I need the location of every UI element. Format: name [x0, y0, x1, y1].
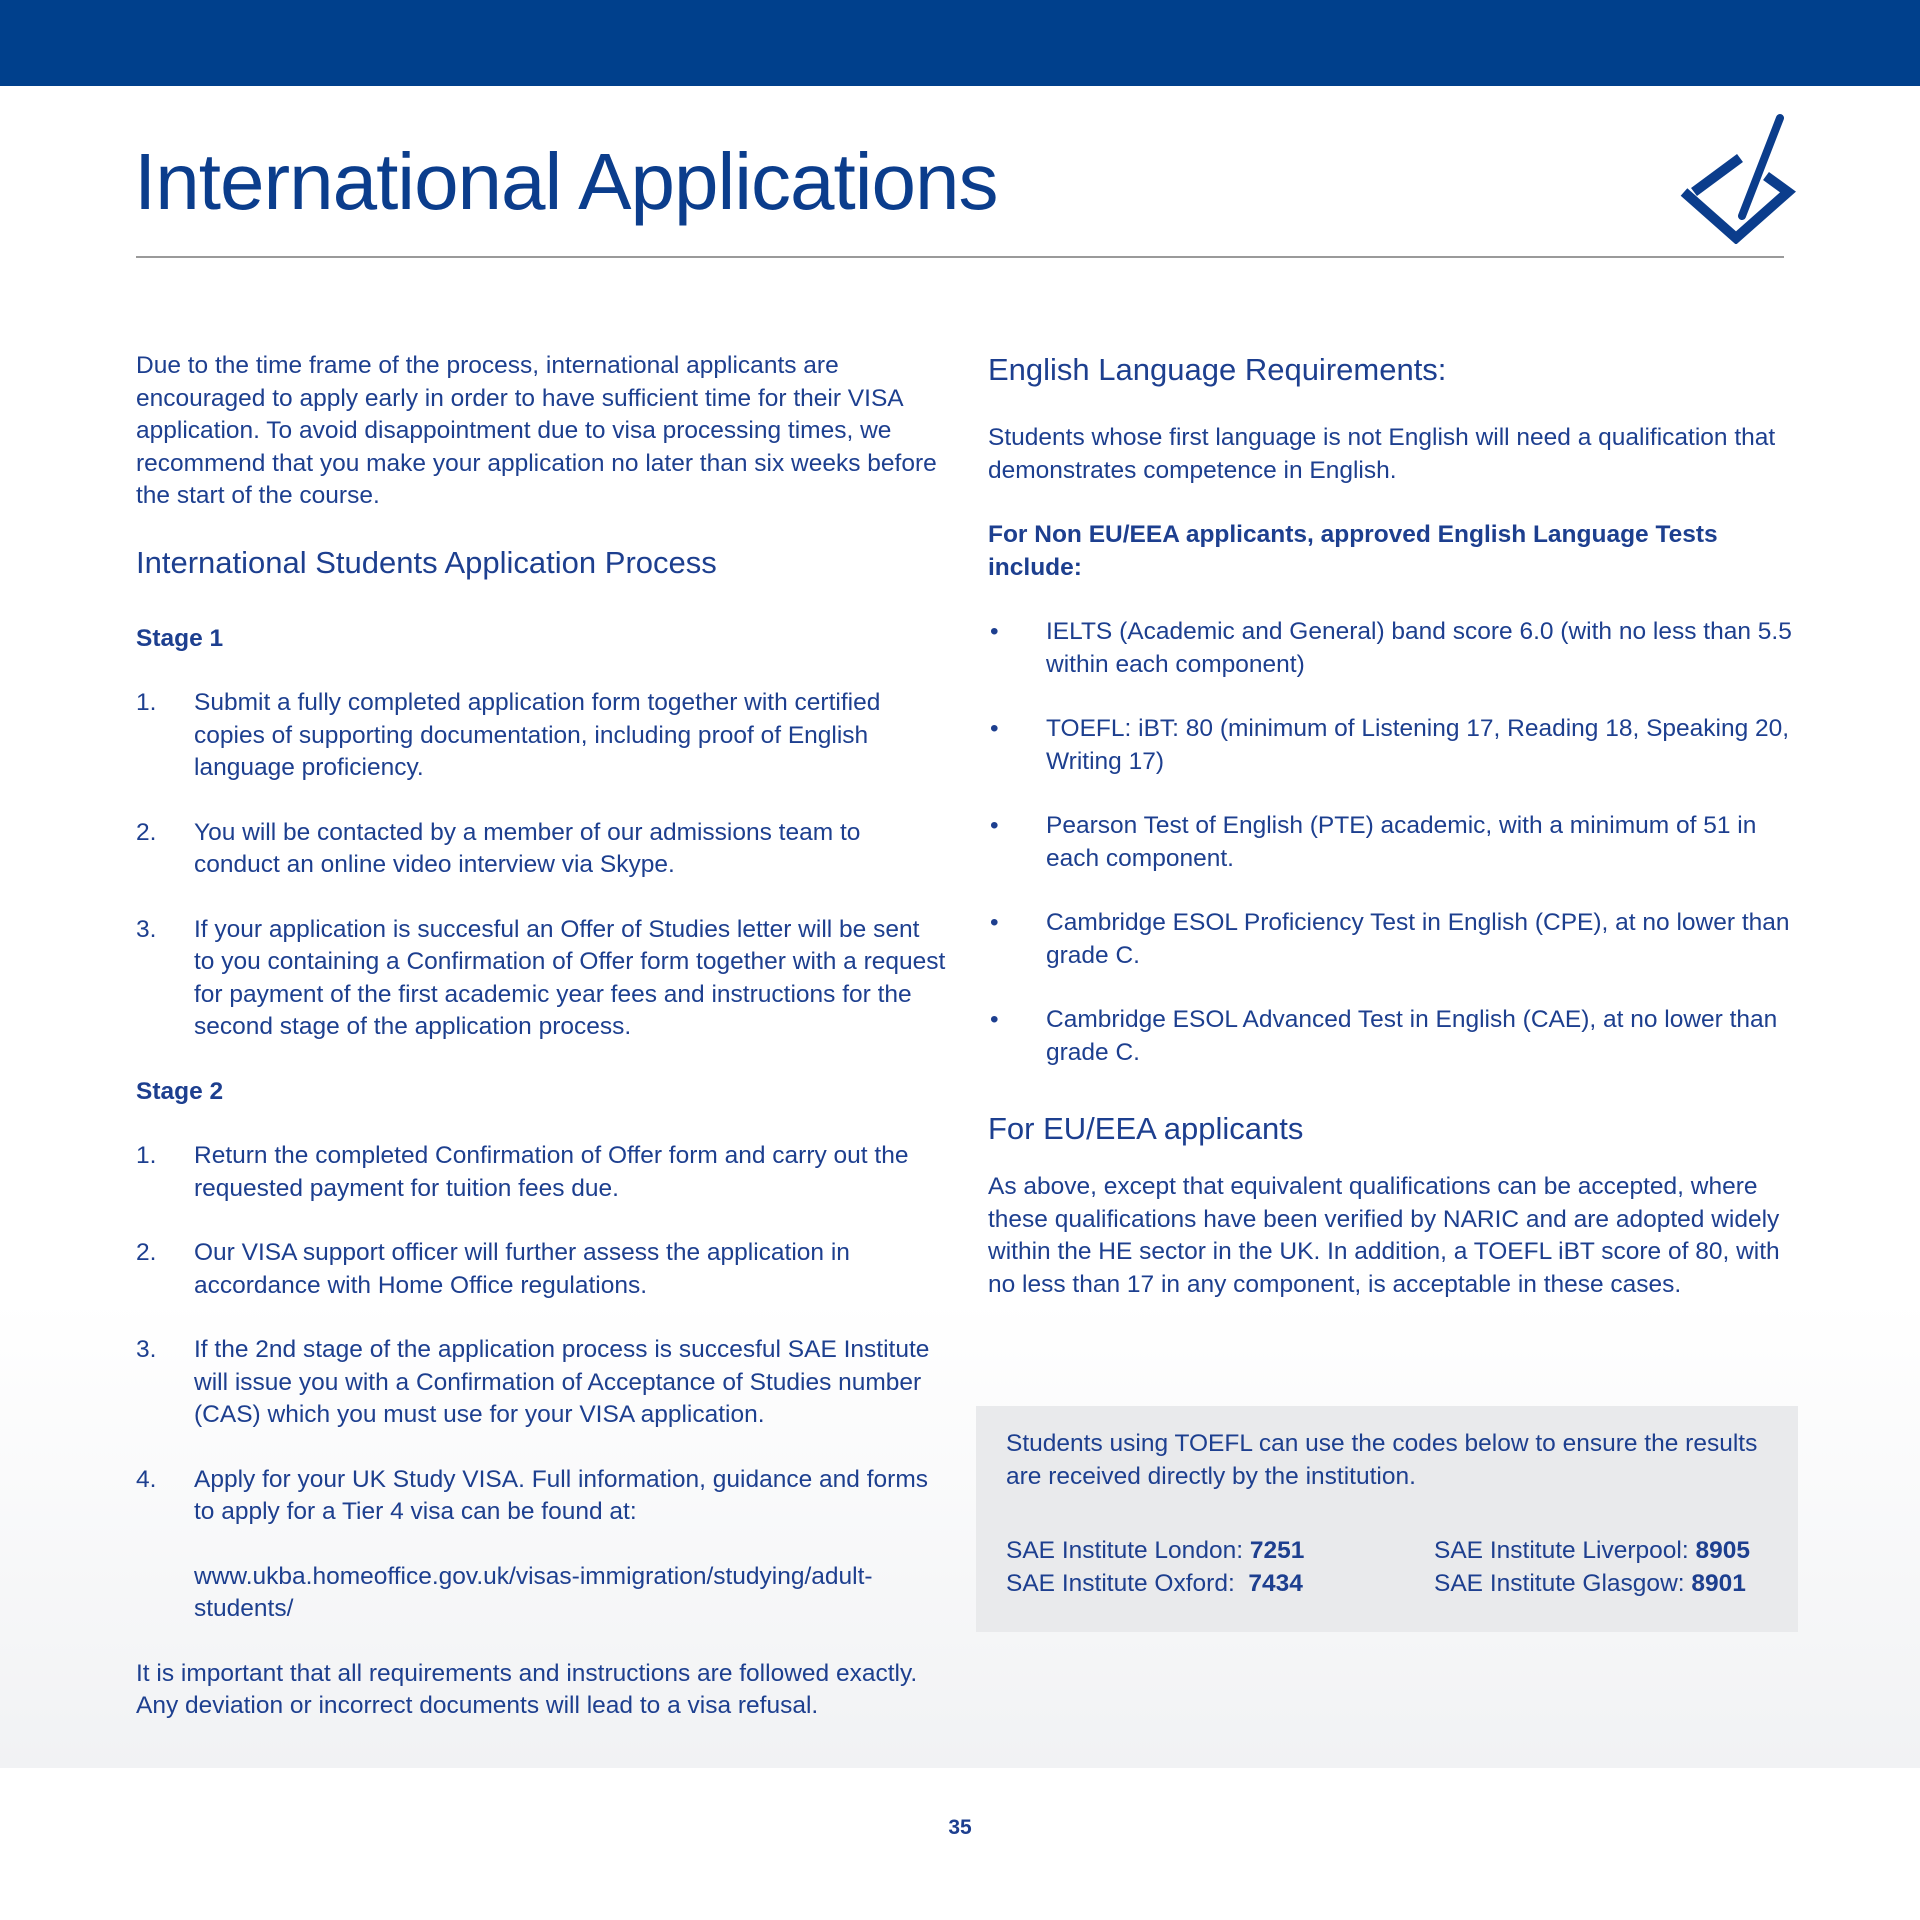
toefl-codes-grid: [1006, 1535, 1768, 1600]
code-london: SAE Institute London: 7251: [1006, 1537, 1305, 1564]
stage-1-list: [136, 687, 946, 1044]
page-number: 35: [948, 1816, 972, 1839]
top-banner: [0, 0, 1920, 86]
ukba-link[interactable]: www.ukba.homeoffice.gov.uk/visas-immigration/studying/adult-students/: [194, 1562, 873, 1622]
list-item: 2. You will be contacted by a member of our admissions team to conduct an online video interview via Skype.: [136, 818, 861, 878]
list-item: 2. Our VISA support officer will further assess the application in accordance with Home Office regulations.: [136, 1239, 850, 1299]
list-item: 1. Submit a fully completed application form together with certified copies of supporting documentation, including proof of English language proficiency.: [136, 689, 881, 781]
eu-paragraph: As above, except that equivalent qualifications can be accepted, where these qualifications have been verified by NARIC and are adopted widely within the HE sector in the UK. In addition, a TOEFL iBT score of 80, with no less than 17 in any component, is acceptable in these cases.: [988, 1173, 1780, 1298]
list-item: • Cambridge ESOL Proficiency Test in English (CPE), at no lower than grade C.: [990, 909, 1790, 969]
stage-1-label: Stage 1: [136, 624, 224, 652]
list-item: 1. Return the completed Confirmation of Offer form and carry out the requested payment for tuition fees due.: [136, 1142, 909, 1202]
intro-paragraph: Due to the time frame of the process, international applicants are encouraged to apply early in order to have sufficient time for their VISA application. To avoid disappointment due to visa processing times, we recommend that you make your application no later than six weeks before the start of the course.: [136, 352, 937, 509]
toefl-intro: Students using TOEFL can use the codes below to ensure the results are received directly by the institution.: [1006, 1430, 1758, 1490]
stage-2-label: Stage 2: [136, 1077, 224, 1105]
code-liverpool: SAE Institute Liverpool: 8905: [1434, 1537, 1750, 1564]
stage-2-list: [136, 1140, 946, 1626]
non-eu-heading: For Non EU/EEA applicants, approved English Language Tests include:: [988, 521, 1718, 581]
list-item: 3. If the 2nd stage of the application process is succesful SAE Institute will issue you with a Confirmation of Acceptance of Studies number (CAS) which you must use for your VISA application.: [136, 1336, 930, 1428]
code-oxford: SAE Institute Oxford: 7434: [1006, 1569, 1303, 1597]
english-tests-list: [988, 616, 1798, 1069]
checkmark-diamond-icon: [1676, 112, 1796, 244]
toefl-codes-box: [976, 1406, 1798, 1632]
english-intro: Students whose first language is not English will need a qualification that demonstrates competence in English.: [988, 424, 1776, 484]
list-item: • Pearson Test of English (PTE) academic, with a minimum of 51 in each component.: [990, 812, 1757, 872]
list-item: • TOEFL: iBT: 80 (minimum of Listening 17, Reading 18, Speaking 20, Writing 17): [990, 715, 1790, 775]
list-item: 4. Apply for your UK Study VISA. Full information, guidance and forms to apply for a Tier 4 visa can be found at: www.ukba.homeoffice.gov.uk/visas-immigration/studying/adult-students/: [136, 1464, 946, 1626]
list-item: • Cambridge ESOL Advanced Test in English (CAE), at no lower than grade C.: [990, 1006, 1778, 1066]
list-item: 3. If your application is succesful an Offer of Studies letter will be sent to you containing a Confirmation of Offer form together with a request for payment of the first academic year fees and instructions for the second stage of the application process.: [136, 915, 946, 1040]
left-column: [136, 350, 946, 1723]
right-column: [988, 350, 1798, 1301]
process-heading: International Students Application Process: [136, 544, 717, 580]
eu-heading: For EU/EEA applicants: [988, 1111, 1304, 1146]
title-divider: [136, 256, 1784, 258]
list-item: • IELTS (Academic and General) band score 6.0 (with no less than 5.5 within each component): [990, 618, 1792, 678]
closing-paragraph: It is important that all requirements and instructions are followed exactly. Any deviation or incorrect documents will lead to a visa refusal.: [136, 1659, 918, 1719]
code-glasgow: SAE Institute Glasgow: 8901: [1434, 1569, 1746, 1597]
english-requirements-heading: English Language Requirements:: [988, 352, 1447, 387]
page-title: International Applications: [134, 137, 998, 226]
